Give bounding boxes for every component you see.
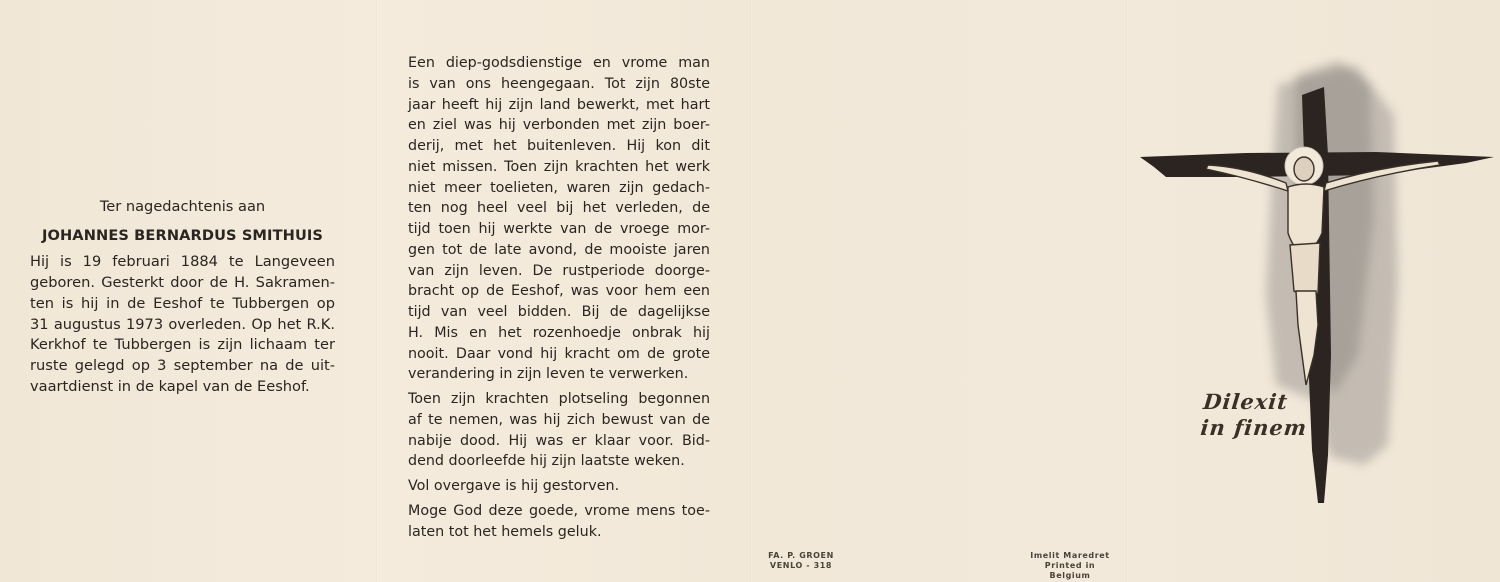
panel-memorial (0, 0, 376, 582)
biography-line: bracht op de Eeshof, was voor hem een (408, 283, 710, 300)
motto-line-2: in finem (1199, 415, 1309, 440)
biography-line: is van ons heengegaan. Tot zijn 80ste (408, 75, 710, 92)
memorial-line: vaartdienst in de kapel van de Eeshof. (30, 377, 310, 395)
memorial-line: Hij is 19 februari 1884 te Langeveen (30, 253, 335, 271)
biography-line: niet missen. Toen zijn krachten het werk (408, 158, 710, 175)
biography-text (408, 53, 710, 546)
panel-biography (376, 0, 750, 582)
biography-line: gen tot de late avond, de mooiste jaren (408, 241, 710, 258)
biography-paragraph (408, 476, 710, 497)
biography-line: en ziel was hij verbonden met zijn boer- (408, 117, 710, 134)
biography-line: Vol overgave is hij gestorven. (408, 478, 620, 494)
biography-line: H. Mis en het rozenhoedje onbrak hij (408, 324, 710, 341)
memorial-lines (30, 252, 335, 397)
biography-line: van zijn leven. De rustperiode doorge- (408, 262, 710, 279)
crucifix-icon (1126, 55, 1500, 525)
biography-line: tijd van veel bidden. Bij de dagelijkse (408, 304, 710, 320)
biography-line: nooit. Daar vond hij kracht om de grote (408, 345, 710, 362)
biography-line: ten nog heel veel bij het verleden, de (408, 200, 710, 217)
memorial-line: ten is hij in de Eeshof te Tubbergen op (30, 294, 335, 312)
biography-line: derij, met het buitenleven. Hij kon dit (408, 138, 710, 154)
printer-location: VENLO - 318 (769, 561, 833, 570)
memorial-line: ruste gelegd op 3 september na de uit- (30, 356, 335, 374)
panel-printer (750, 0, 1126, 582)
printer-imprint (760, 551, 842, 571)
memorial-text (30, 197, 335, 397)
biography-line: dend doorleefde hij zijn laatste weken. (408, 453, 685, 470)
biography-line: nabije dood. Hij was er klaar voor. Bid- (408, 432, 710, 449)
biography-line: af te nemen, was hij zich bewust van de (408, 411, 710, 428)
panel-image (1126, 0, 1500, 582)
biography-line: laten tot het hemels geluk. (408, 523, 602, 540)
deceased-name: JOHANNES BERNARDUS SMITHUIS (41, 226, 324, 244)
biography-paragraph (408, 53, 710, 385)
printer-name: FA. P. GROEN (768, 551, 834, 560)
memorial-line: geboren. Gesterkt door de H. Sakramen- (30, 274, 335, 292)
biography-line: Moge God deze goede, vrome mens toe- (408, 502, 710, 519)
biography-line: jaar heeft hij zijn land bewerkt, met hart (408, 96, 710, 113)
biography-paragraph (408, 501, 710, 543)
biography-line: Toen zijn krachten plotseling begonnen (408, 391, 710, 407)
biography-paragraph (408, 389, 710, 472)
imprint-publisher: Imelit Maredret (1030, 551, 1110, 560)
biography-line: tijd toen hij werkte van de vroege mor- (408, 221, 710, 237)
memorial-line: 31 augustus 1973 overleden. Op het R.K. (30, 315, 335, 333)
biography-line: verandering in zijn leven te verwerken. (408, 366, 689, 383)
print-origin (1025, 551, 1115, 581)
memorial-intro: Ter nagedachtenis aan (99, 198, 266, 215)
memorial-line: Kerkhof te Tubbergen is zijn lichaam ter (30, 336, 335, 354)
motto-line-1: Dilexit (1202, 389, 1290, 414)
biography-line: niet meer toelieten, waren zijn gedach- (408, 179, 710, 196)
imprint-country: Printed in Belgium (1044, 561, 1096, 580)
motto (1199, 389, 1324, 441)
biography-line: Een diep-godsdienstige en vrome man (408, 55, 710, 71)
